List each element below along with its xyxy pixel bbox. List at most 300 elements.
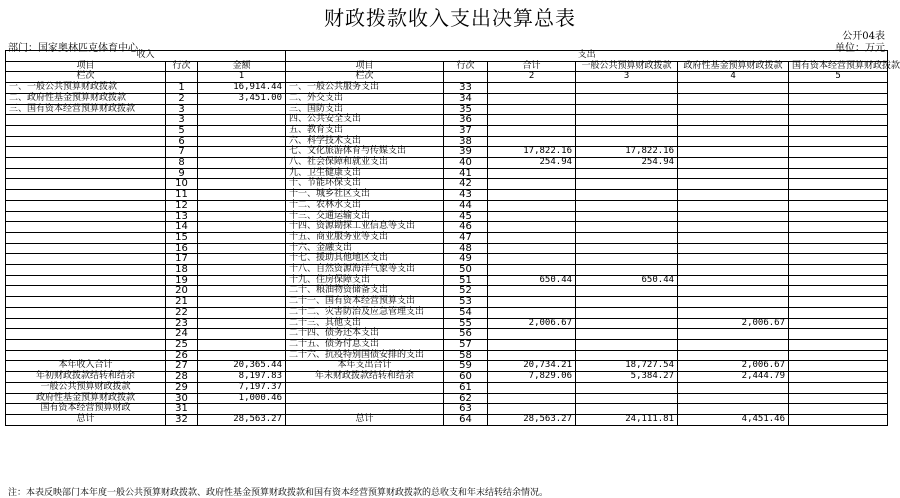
expense-row-number: 39 [444, 147, 488, 158]
income-item: 年初财政拨款结转和结余 [6, 372, 166, 383]
expense-total [488, 254, 576, 265]
expense-row-number: 64 [444, 414, 488, 425]
table-row [6, 275, 888, 286]
income-amount [198, 254, 286, 265]
general-budget-amount [576, 211, 678, 222]
table-row [6, 158, 888, 169]
income-row-number: 2 [166, 93, 198, 104]
income-row-number: 5 [166, 125, 198, 136]
gov-fund-amount [678, 158, 789, 169]
state-capital-amount [789, 382, 888, 393]
gov-fund-amount [678, 222, 789, 233]
income-row-number: 18 [166, 265, 198, 276]
income-amount [198, 147, 286, 158]
state-capital-amount [789, 275, 888, 286]
income-amount: 7,197.37 [198, 382, 286, 393]
expense-item: 十四、资源勘探工业信息等支出 [286, 222, 444, 233]
expense-total [488, 232, 576, 243]
expense-total: 17,822.16 [488, 147, 576, 158]
expense-total [488, 93, 576, 104]
income-item [6, 200, 166, 211]
header-row-group [6, 51, 888, 62]
expense-total [488, 83, 576, 94]
table-row [6, 200, 888, 211]
expense-row-number: 62 [444, 393, 488, 404]
income-item [6, 147, 166, 158]
expense-total [488, 286, 576, 297]
general-budget-amount: 5,384.27 [576, 372, 678, 383]
income-amount [198, 200, 286, 211]
gov-fund-amount [678, 104, 789, 115]
income-item [6, 168, 166, 179]
table-row [6, 254, 888, 265]
state-capital-amount [789, 158, 888, 169]
gov-fund-amount: 2,444.79 [678, 372, 789, 383]
expense-item: 五、教育支出 [286, 125, 444, 136]
table-row [6, 414, 888, 425]
expense-total [488, 222, 576, 233]
expense-total [488, 393, 576, 404]
income-amount [198, 339, 286, 350]
expense-item-header: 项目 [286, 61, 444, 72]
income-item [6, 190, 166, 201]
income-row-number: 10 [166, 179, 198, 190]
general-budget-amount [576, 286, 678, 297]
income-item [6, 307, 166, 318]
income-row-number: 27 [166, 361, 198, 372]
state-capital-amount [789, 329, 888, 340]
table-row [6, 136, 888, 147]
income-row-number: 16 [166, 243, 198, 254]
state-capital-amount [789, 307, 888, 318]
income-item [6, 297, 166, 308]
expense-total: 7,829.06 [488, 372, 576, 383]
expense-row-number: 36 [444, 115, 488, 126]
expense-row-number: 43 [444, 190, 488, 201]
expense-total [488, 265, 576, 276]
expense-item: 八、社会保障和就业支出 [286, 158, 444, 169]
total-header: 合计 [488, 61, 576, 72]
table-row [6, 222, 888, 233]
gov-fund-amount [678, 83, 789, 94]
expense-item: 十三、交通运输支出 [286, 211, 444, 222]
table-row [6, 93, 888, 104]
state-capital-amount [789, 404, 888, 415]
gov-fund-amount [678, 211, 789, 222]
state-capital-amount [789, 286, 888, 297]
income-item [6, 275, 166, 286]
expense-row-number: 52 [444, 286, 488, 297]
col-label-right: 栏次 [286, 72, 444, 83]
expense-total [488, 339, 576, 350]
income-item [6, 115, 166, 126]
income-row-number: 14 [166, 222, 198, 233]
expense-total [488, 179, 576, 190]
state-capital-amount [789, 243, 888, 254]
expense-total [488, 125, 576, 136]
income-item: 一般公共预算财政拨款 [6, 382, 166, 393]
blank-cell [166, 72, 198, 83]
expense-row-number: 51 [444, 275, 488, 286]
income-rowno-header: 行次 [166, 61, 198, 72]
income-amount [198, 125, 286, 136]
expense-total [488, 104, 576, 115]
income-amount [198, 329, 286, 340]
expense-total [488, 297, 576, 308]
expense-item: 七、文化旅游体育与传媒支出 [286, 147, 444, 158]
state-capital-amount [789, 104, 888, 115]
expense-total: 2,006.67 [488, 318, 576, 329]
table-row [6, 361, 888, 372]
state-capital-amount [789, 393, 888, 404]
table-row [6, 339, 888, 350]
table-row [6, 115, 888, 126]
general-budget-amount [576, 125, 678, 136]
expense-item: 一、一般公共服务支出 [286, 83, 444, 94]
gov-fund-amount [678, 286, 789, 297]
expense-total [488, 350, 576, 361]
expense-item: 十七、援助其他地区支出 [286, 254, 444, 265]
income-row-number: 1 [166, 83, 198, 94]
expense-item: 十五、商业服务业等支出 [286, 232, 444, 243]
income-amount [198, 243, 286, 254]
income-item [6, 125, 166, 136]
column-index-row [6, 72, 888, 83]
general-budget-amount [576, 350, 678, 361]
gov-fund-amount [678, 404, 789, 415]
gov-fund-amount [678, 393, 789, 404]
general-budget-amount [576, 179, 678, 190]
expense-item: 六、科学技术支出 [286, 136, 444, 147]
general-budget-amount [576, 93, 678, 104]
general-budget-amount [576, 200, 678, 211]
gov-fund-amount [678, 168, 789, 179]
expense-row-number: 38 [444, 136, 488, 147]
table-row [6, 307, 888, 318]
general-budget-amount [576, 329, 678, 340]
income-item: 本年收入合计 [6, 361, 166, 372]
gov-fund-amount [678, 254, 789, 265]
col-index-3: 3 [576, 72, 678, 83]
state-capital-amount [789, 339, 888, 350]
expense-item: 九、卫生健康支出 [286, 168, 444, 179]
general-budget-amount [576, 222, 678, 233]
gov-fund-amount [678, 136, 789, 147]
income-amount [198, 318, 286, 329]
expense-item: 总计 [286, 414, 444, 425]
income-item [6, 329, 166, 340]
income-amount: 16,914.44 [198, 83, 286, 94]
gov-fund-amount [678, 350, 789, 361]
col-index-2: 2 [488, 72, 576, 83]
table-row [6, 190, 888, 201]
state-capital-amount [789, 179, 888, 190]
expense-row-number: 46 [444, 222, 488, 233]
income-amount [198, 179, 286, 190]
general-budget-amount [576, 168, 678, 179]
expense-total [488, 115, 576, 126]
table-row [6, 297, 888, 308]
expense-item: 十一、城乡社区支出 [286, 190, 444, 201]
expense-header: 支出 [286, 51, 888, 62]
form-number: 公开04表 [842, 31, 885, 42]
general-budget-amount [576, 243, 678, 254]
expense-item: 二十五、债务付息支出 [286, 339, 444, 350]
income-item: 国有资本经营预算财政 [6, 404, 166, 415]
general-budget-amount: 17,822.16 [576, 147, 678, 158]
expense-item: 十、节能环保支出 [286, 179, 444, 190]
state-capital-amount [789, 318, 888, 329]
expense-total [488, 136, 576, 147]
expense-row-number: 56 [444, 329, 488, 340]
state-capital-amount [789, 254, 888, 265]
expense-row-number: 61 [444, 382, 488, 393]
gov-fund-amount [678, 275, 789, 286]
income-item: 三、国有资本经营预算财政拨款 [6, 104, 166, 115]
general-budget-amount [576, 382, 678, 393]
gov-fund-amount [678, 243, 789, 254]
expense-item [286, 393, 444, 404]
general-budget-amount [576, 404, 678, 415]
income-item [6, 211, 166, 222]
state-capital-amount [789, 168, 888, 179]
income-amount [198, 104, 286, 115]
income-row-number: 20 [166, 286, 198, 297]
expense-item: 二十、粮油物资储备支出 [286, 286, 444, 297]
income-item [6, 254, 166, 265]
table-row [6, 83, 888, 94]
expense-row-number: 48 [444, 243, 488, 254]
expense-item: 十六、金融支出 [286, 243, 444, 254]
col-label-left: 栏次 [6, 72, 166, 83]
general-budget-amount [576, 265, 678, 276]
income-row-number: 21 [166, 297, 198, 308]
expense-item: 二十六、抗疫特别国债安排的支出 [286, 350, 444, 361]
general-budget-amount [576, 83, 678, 94]
general-budget-amount [576, 136, 678, 147]
gov-fund-amount [678, 115, 789, 126]
income-item: 总计 [6, 414, 166, 425]
income-row-number: 12 [166, 200, 198, 211]
income-item: 政府性基金预算财政拨款 [6, 393, 166, 404]
income-row-number: 7 [166, 147, 198, 158]
income-item [6, 136, 166, 147]
gov-fund-amount [678, 339, 789, 350]
income-row-number: 17 [166, 254, 198, 265]
income-amount [198, 265, 286, 276]
expense-row-number: 45 [444, 211, 488, 222]
state-capital-amount [789, 125, 888, 136]
table-row [6, 350, 888, 361]
general-budget-amount: 254.94 [576, 158, 678, 169]
expense-total [488, 190, 576, 201]
general-budget-amount: 650.44 [576, 275, 678, 286]
table-row [6, 243, 888, 254]
state-capital-header: 国有资本经营预算财政拨款 [789, 61, 888, 72]
state-capital-amount [789, 232, 888, 243]
table-row [6, 125, 888, 136]
table-row [6, 232, 888, 243]
expense-row-number: 40 [444, 158, 488, 169]
income-amount [198, 115, 286, 126]
general-budget-amount [576, 232, 678, 243]
expense-item: 本年支出合计 [286, 361, 444, 372]
gov-fund-amount [678, 93, 789, 104]
expense-row-number: 41 [444, 168, 488, 179]
income-item [6, 232, 166, 243]
table-row [6, 179, 888, 190]
gov-fund-amount [678, 125, 789, 136]
income-amount: 3,451.00 [198, 93, 286, 104]
expense-item: 年末财政拨款结转和结余 [286, 372, 444, 383]
income-row-number: 32 [166, 414, 198, 425]
amount-header: 金额 [198, 61, 286, 72]
state-capital-amount [789, 200, 888, 211]
income-amount: 20,365.44 [198, 361, 286, 372]
income-row-number: 22 [166, 307, 198, 318]
income-amount [198, 190, 286, 201]
expense-row-number: 47 [444, 232, 488, 243]
income-amount [198, 136, 286, 147]
income-row-number: 19 [166, 275, 198, 286]
expense-row-number: 55 [444, 318, 488, 329]
expense-total [488, 168, 576, 179]
expense-total [488, 243, 576, 254]
expense-item: 二十三、其他支出 [286, 318, 444, 329]
expense-total: 650.44 [488, 275, 576, 286]
income-row-number: 8 [166, 158, 198, 169]
gov-fund-amount [678, 190, 789, 201]
expense-row-number: 37 [444, 125, 488, 136]
expense-row-number: 60 [444, 372, 488, 383]
expense-row-number: 53 [444, 297, 488, 308]
income-row-number: 9 [166, 168, 198, 179]
expense-total [488, 382, 576, 393]
table-row [6, 147, 888, 158]
expense-row-number: 49 [444, 254, 488, 265]
gov-fund-amount [678, 265, 789, 276]
income-item [6, 158, 166, 169]
income-row-number: 26 [166, 350, 198, 361]
expense-row-number: 34 [444, 93, 488, 104]
state-capital-amount [789, 190, 888, 201]
general-budget-amount [576, 339, 678, 350]
general-budget-amount [576, 104, 678, 115]
report-title: 财政拨款收入支出决算总表 [324, 6, 576, 30]
expense-total: 28,563.27 [488, 414, 576, 425]
expense-item [286, 382, 444, 393]
general-budget-amount [576, 190, 678, 201]
expense-row-number: 44 [444, 200, 488, 211]
table-row [6, 393, 888, 404]
table-row [6, 372, 888, 383]
income-item-header: 项目 [6, 61, 166, 72]
income-amount [198, 158, 286, 169]
expense-total [488, 200, 576, 211]
gov-fund-amount: 2,006.67 [678, 361, 789, 372]
department-label: 部门：国家奥林匹克体育中心 [8, 43, 138, 54]
income-row-number: 23 [166, 318, 198, 329]
expense-item: 十八、自然资源海洋气象等支出 [286, 265, 444, 276]
income-item [6, 179, 166, 190]
expense-item: 二十四、债务还本支出 [286, 329, 444, 340]
income-amount [198, 307, 286, 318]
expense-row-number: 33 [444, 83, 488, 94]
expense-row-number: 59 [444, 361, 488, 372]
general-budget-amount [576, 393, 678, 404]
general-budget-header: 一般公共预算财政拨款 [576, 61, 678, 72]
expense-item: 十九、住房保障支出 [286, 275, 444, 286]
expense-row-number: 35 [444, 104, 488, 115]
header-row-columns [6, 61, 888, 72]
gov-fund-amount: 4,451.46 [678, 414, 789, 425]
expense-item: 二、外交支出 [286, 93, 444, 104]
general-budget-amount [576, 318, 678, 329]
general-budget-amount [576, 254, 678, 265]
state-capital-amount [789, 361, 888, 372]
income-amount: 28,563.27 [198, 414, 286, 425]
expense-total: 254.94 [488, 158, 576, 169]
state-capital-amount [789, 372, 888, 383]
unit-label: 单位：万元 [835, 43, 885, 54]
income-header: 收入 [6, 51, 286, 62]
expense-total [488, 307, 576, 318]
table-row [6, 318, 888, 329]
expense-item [286, 404, 444, 415]
expense-total [488, 211, 576, 222]
gov-fund-amount [678, 297, 789, 308]
expense-total: 20,734.21 [488, 361, 576, 372]
income-amount: 8,197.83 [198, 372, 286, 383]
general-budget-amount [576, 115, 678, 126]
expense-item: 二十一、国有资本经营预算支出 [286, 297, 444, 308]
table-row [6, 265, 888, 276]
gov-fund-amount [678, 147, 789, 158]
gov-fund-amount [678, 382, 789, 393]
footnote: 注：本表反映部门本年度一般公共预算财政拨款、政府性基金预算财政拨款和国有资本经营预算财政拨款的总收支和年末结转结余情况。 [8, 488, 549, 498]
expense-item: 二十二、灾害防治及应急管理支出 [286, 307, 444, 318]
income-amount: 1,000.46 [198, 393, 286, 404]
expense-item: 三、国防支出 [286, 104, 444, 115]
state-capital-amount [789, 211, 888, 222]
income-amount [198, 286, 286, 297]
budget-summary-table [5, 50, 900, 426]
expense-row-number: 58 [444, 350, 488, 361]
income-row-number: 3 [166, 104, 198, 115]
col-index-5: 5 [789, 72, 888, 83]
general-budget-amount [576, 297, 678, 308]
table-row [6, 104, 888, 115]
state-capital-amount [789, 414, 888, 425]
income-amount [198, 222, 286, 233]
state-capital-amount [789, 222, 888, 233]
gov-fund-amount [678, 232, 789, 243]
gov-fund-amount [678, 200, 789, 211]
state-capital-amount [789, 265, 888, 276]
table-row [6, 382, 888, 393]
expense-row-number: 50 [444, 265, 488, 276]
expense-row-number: 42 [444, 179, 488, 190]
income-row-number: 6 [166, 136, 198, 147]
expense-total [488, 329, 576, 340]
income-item [6, 339, 166, 350]
income-item [6, 222, 166, 233]
state-capital-amount [789, 115, 888, 126]
income-item [6, 318, 166, 329]
expense-total [488, 404, 576, 415]
expense-rowno-header: 行次 [444, 61, 488, 72]
income-amount [198, 275, 286, 286]
